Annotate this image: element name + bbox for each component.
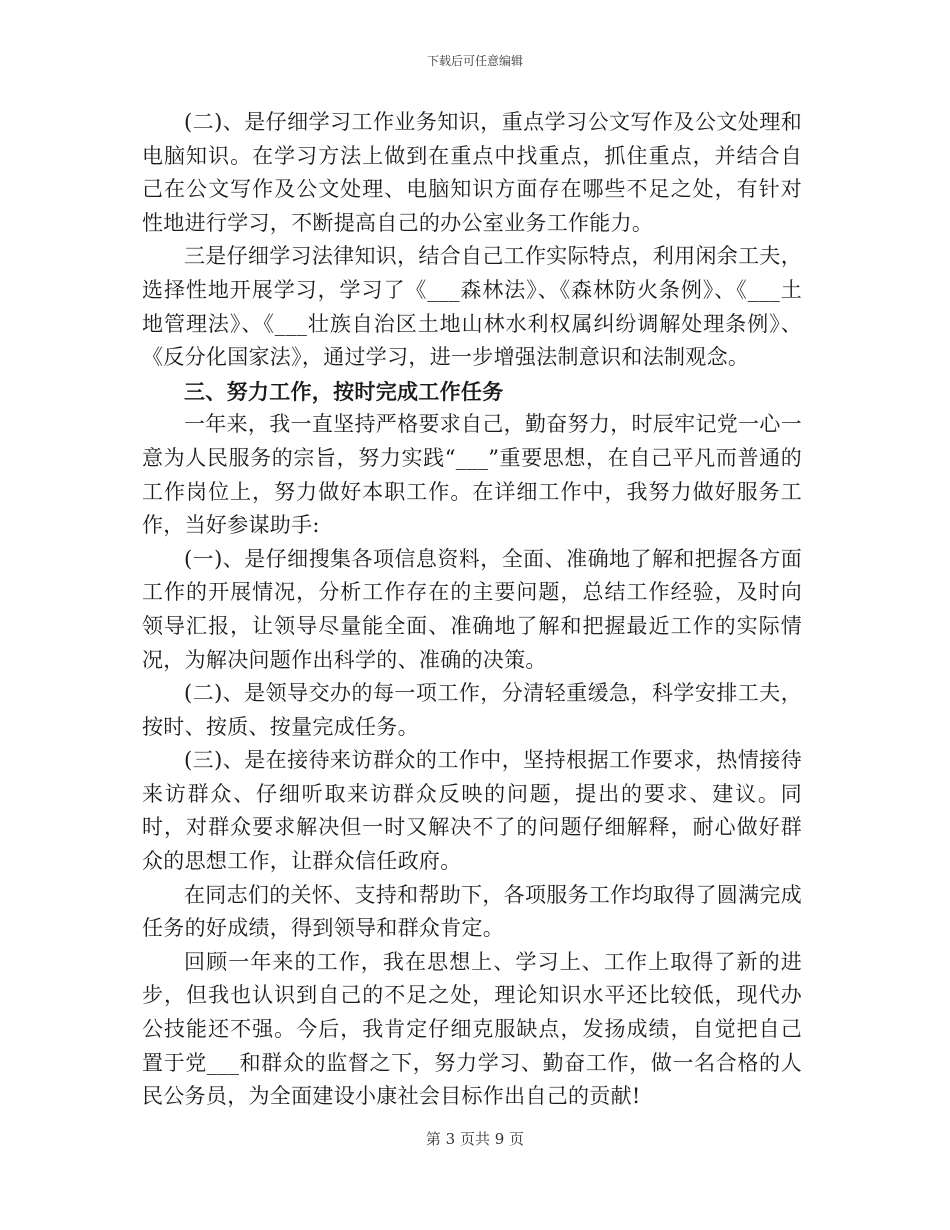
paragraph-work-item-3: (三)、是在接待来访群众的工作中，坚持根据工作要求，热情接待来访群众、仔细听取来访群众反映的问题，提出的要求、建议。同时，对群众要求解决但一时又解决不了的问题仔细解释，耐心做好群众的思想工作，让群众信任政府。	[142, 748, 802, 874]
page-header: 下载后可任意编辑	[426, 54, 523, 68]
document-body	[142, 106, 802, 1114]
paragraph-study-law: 三是仔细学习法律知识，结合自己工作实际特点，利用闲余工夫，选择性地开展学习，学习了《___森林法》、《森林防火条例》、《___土地管理法》、《___壮族自治区土地山林水利权属纠纷调解处理条例》、《反分化国家法》，通过学习，进一步增强法制意识和法制观念。	[142, 244, 802, 370]
paragraph-study-business: (二)、是仔细学习工作业务知识，重点学习公文写作及公文处理和电脑知识。在学习方法上做到在重点中找重点，抓住重点，并结合自己在公文写作及公文处理、电脑知识方面存在哪些不足之处，有针对性地进行学习，不断提高自己的办公室业务工作能力。	[142, 110, 802, 235]
section-heading: 三、努力工作，按时完成工作任务	[184, 378, 504, 404]
page-number: 第 3 页共 9 页	[425, 1130, 525, 1148]
paragraph-achievement: 在同志们的关怀、支持和帮助下，各项服务工作均取得了圆满完成任务的好成绩，得到领导和群众肯定。	[142, 882, 802, 941]
paragraph-work-item-1: (一)、是仔细搜集各项信息资料，全面、准确地了解和把握各方面工作的开展情况，分析工作存在的主要问题，总结工作经验，及时向领导汇报，让领导尽量能全面、准确地了解和把握最近工作的实际情况，为解决问题作出科学的、准确的决策。	[142, 546, 802, 672]
paragraph-work-intro: 一年来，我一直坚持严格要求自己，勤奋努力，时辰牢记党一心一意为人民服务的宗旨，努力实践“___”重要思想，在自己平凡而普通的工作岗位上，努力做好本职工作。在详细工作中，我努力做好服务工作，当好参谋助手:	[142, 412, 802, 538]
paragraph-review: 回顾一年来的工作，我在思想上、学习上、工作上取得了新的进步，但我也认识到自己的不足之处，理论知识水平还比较低，现代办公技能还不强。今后，我肯定仔细克服缺点，发扬成绩，自觉把自己置于党___和群众的监督之下，努力学习、勤奋工作，做一名合格的人民公务员，为全面建设小康社会目标作出自己的贡献!	[142, 949, 802, 1109]
paragraph-work-item-2: (二)、是领导交办的每一项工作，分清轻重缓急，科学安排工夫，按时、按质、按量完成任务。	[142, 681, 802, 739]
